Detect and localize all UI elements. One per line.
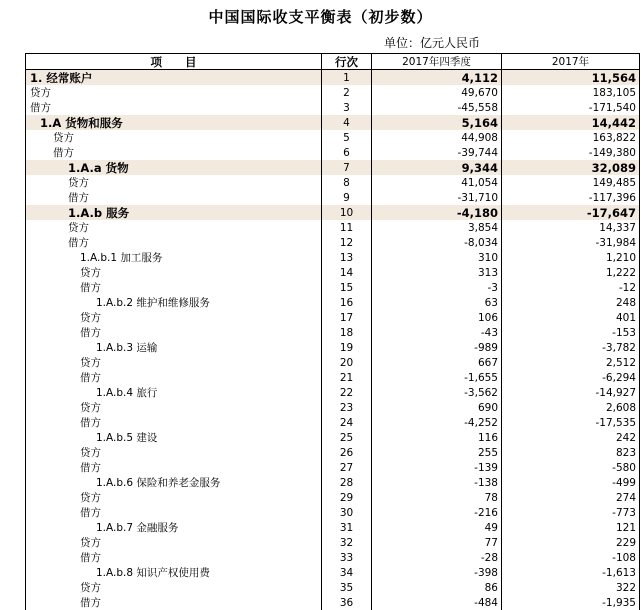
row-value-q4: -138 xyxy=(372,475,502,490)
row-label: 1.A.a 货物 xyxy=(26,160,322,175)
row-number: 35 xyxy=(322,580,372,595)
row-label: 1.A.b.3 运输 xyxy=(26,340,322,355)
row-label: 借方 xyxy=(26,190,322,205)
row-label: 贷方 xyxy=(26,535,322,550)
table-row xyxy=(26,85,640,100)
row-value-q4: 106 xyxy=(372,310,502,325)
row-value-year: 2,608 xyxy=(502,400,640,415)
table-row xyxy=(26,295,640,310)
row-label: 1.A.b.4 旅行 xyxy=(26,385,322,400)
row-value-year: -6,294 xyxy=(502,370,640,385)
table-row xyxy=(26,145,640,160)
row-value-q4: 690 xyxy=(372,400,502,415)
header-year: 2017年 xyxy=(502,54,640,70)
row-label: 1. 经常账户 xyxy=(26,70,322,86)
row-label: 1.A.b.1 加工服务 xyxy=(26,250,322,265)
table-row xyxy=(26,580,640,595)
row-value-year: 183,105 xyxy=(502,85,640,100)
row-number: 21 xyxy=(322,370,372,385)
row-value-q4: -43 xyxy=(372,325,502,340)
table-row xyxy=(26,460,640,475)
row-number: 20 xyxy=(322,355,372,370)
row-label: 贷方 xyxy=(26,85,322,100)
row-value-year: -3,782 xyxy=(502,340,640,355)
row-label: 借方 xyxy=(26,235,322,250)
row-value-year: 149,485 xyxy=(502,175,640,190)
row-value-q4: 116 xyxy=(372,430,502,445)
row-value-q4: 5,164 xyxy=(372,115,502,130)
row-number: 29 xyxy=(322,490,372,505)
table-row xyxy=(26,355,640,370)
row-value-q4: 41,054 xyxy=(372,175,502,190)
row-label: 贷方 xyxy=(26,130,322,145)
table-row xyxy=(26,505,640,520)
row-value-year: 823 xyxy=(502,445,640,460)
row-value-year: 32,089 xyxy=(502,160,640,175)
row-label: 1.A.b.6 保险和养老金服务 xyxy=(26,475,322,490)
row-value-q4: -1,655 xyxy=(372,370,502,385)
row-label: 贷方 xyxy=(26,265,322,280)
row-value-year: 1,210 xyxy=(502,250,640,265)
row-value-q4: 63 xyxy=(372,295,502,310)
page-title: 中国国际收支平衡表（初步数） xyxy=(0,6,641,27)
row-value-q4: -28 xyxy=(372,550,502,565)
table-row xyxy=(26,265,640,280)
row-value-year: -153 xyxy=(502,325,640,340)
table-row xyxy=(26,370,640,385)
row-value-year: -31,984 xyxy=(502,235,640,250)
row-number: 10 xyxy=(322,205,372,220)
row-value-year: 163,822 xyxy=(502,130,640,145)
row-number: 33 xyxy=(322,550,372,565)
row-value-q4: 255 xyxy=(372,445,502,460)
row-number: 1 xyxy=(322,70,372,86)
table-row xyxy=(26,565,640,580)
table-row xyxy=(26,175,640,190)
row-number: 15 xyxy=(322,280,372,295)
table-row xyxy=(26,535,640,550)
row-number: 5 xyxy=(322,130,372,145)
table-row xyxy=(26,445,640,460)
row-number: 4 xyxy=(322,115,372,130)
table-row xyxy=(26,205,640,220)
table-row xyxy=(26,385,640,400)
table-row xyxy=(26,595,640,610)
row-label: 借方 xyxy=(26,100,322,115)
table-header-row xyxy=(26,54,640,70)
row-value-q4: -398 xyxy=(372,565,502,580)
row-value-q4: -39,744 xyxy=(372,145,502,160)
row-number: 25 xyxy=(322,430,372,445)
row-label: 1.A.b.8 知识产权使用费 xyxy=(26,565,322,580)
row-value-q4: -216 xyxy=(372,505,502,520)
row-value-year: 322 xyxy=(502,580,640,595)
row-value-q4: -4,180 xyxy=(372,205,502,220)
balance-of-payments-table xyxy=(25,53,640,610)
row-value-q4: 3,854 xyxy=(372,220,502,235)
table-row xyxy=(26,520,640,535)
row-label: 借方 xyxy=(26,415,322,430)
row-number: 8 xyxy=(322,175,372,190)
row-value-year: -1,935 xyxy=(502,595,640,610)
row-number: 22 xyxy=(322,385,372,400)
row-number: 12 xyxy=(322,235,372,250)
row-number: 34 xyxy=(322,565,372,580)
row-value-year: 401 xyxy=(502,310,640,325)
row-label: 借方 xyxy=(26,370,322,385)
row-value-q4: -31,710 xyxy=(372,190,502,205)
table-row xyxy=(26,475,640,490)
row-number: 19 xyxy=(322,340,372,355)
row-value-q4: 310 xyxy=(372,250,502,265)
row-value-year: -1,613 xyxy=(502,565,640,580)
row-label: 贷方 xyxy=(26,580,322,595)
table-row xyxy=(26,220,640,235)
header-item: 项 目 xyxy=(26,54,322,70)
unit-label: 单位：亿元人民币 xyxy=(384,34,480,51)
row-value-q4: -139 xyxy=(372,460,502,475)
row-value-year: -17,647 xyxy=(502,205,640,220)
row-value-year: 242 xyxy=(502,430,640,445)
row-number: 11 xyxy=(322,220,372,235)
row-value-year: -17,535 xyxy=(502,415,640,430)
row-label: 借方 xyxy=(26,460,322,475)
row-number: 2 xyxy=(322,85,372,100)
row-value-year: -171,540 xyxy=(502,100,640,115)
row-number: 30 xyxy=(322,505,372,520)
row-value-year: 14,337 xyxy=(502,220,640,235)
table-row xyxy=(26,490,640,505)
table-row xyxy=(26,190,640,205)
table-row xyxy=(26,325,640,340)
row-number: 7 xyxy=(322,160,372,175)
table-row xyxy=(26,100,640,115)
row-label: 1.A.b.7 金融服务 xyxy=(26,520,322,535)
row-label: 1.A.b 服务 xyxy=(26,205,322,220)
header-row-no: 行次 xyxy=(322,54,372,70)
row-value-q4: 313 xyxy=(372,265,502,280)
table-row xyxy=(26,550,640,565)
row-label: 贷方 xyxy=(26,355,322,370)
table-row xyxy=(26,250,640,265)
row-value-q4: 667 xyxy=(372,355,502,370)
table-row xyxy=(26,160,640,175)
row-number: 17 xyxy=(322,310,372,325)
row-value-q4: -3 xyxy=(372,280,502,295)
row-value-year: 1,222 xyxy=(502,265,640,280)
row-value-year: -773 xyxy=(502,505,640,520)
row-value-q4: 86 xyxy=(372,580,502,595)
table-row xyxy=(26,400,640,415)
row-label: 1.A.b.2 维护和维修服务 xyxy=(26,295,322,310)
row-value-year: -117,396 xyxy=(502,190,640,205)
row-value-q4: 78 xyxy=(372,490,502,505)
table-row xyxy=(26,415,640,430)
row-value-q4: 77 xyxy=(372,535,502,550)
row-value-year: 2,512 xyxy=(502,355,640,370)
row-number: 36 xyxy=(322,595,372,610)
row-value-q4: -45,558 xyxy=(372,100,502,115)
row-value-q4: 4,112 xyxy=(372,70,502,86)
row-value-year: -14,927 xyxy=(502,385,640,400)
row-number: 32 xyxy=(322,535,372,550)
row-value-q4: 44,908 xyxy=(372,130,502,145)
row-value-q4: 49,670 xyxy=(372,85,502,100)
row-value-year: 274 xyxy=(502,490,640,505)
row-number: 9 xyxy=(322,190,372,205)
table-row xyxy=(26,340,640,355)
row-label: 贷方 xyxy=(26,175,322,190)
row-value-year: -149,380 xyxy=(502,145,640,160)
row-number: 24 xyxy=(322,415,372,430)
row-value-year: -499 xyxy=(502,475,640,490)
row-value-q4: -989 xyxy=(372,340,502,355)
row-number: 31 xyxy=(322,520,372,535)
row-number: 18 xyxy=(322,325,372,340)
row-value-year: 11,564 xyxy=(502,70,640,86)
row-label: 贷方 xyxy=(26,490,322,505)
row-number: 13 xyxy=(322,250,372,265)
row-label: 借方 xyxy=(26,595,322,610)
row-number: 27 xyxy=(322,460,372,475)
row-number: 26 xyxy=(322,445,372,460)
row-label: 借方 xyxy=(26,280,322,295)
table-row xyxy=(26,430,640,445)
table-row xyxy=(26,130,640,145)
row-number: 6 xyxy=(322,145,372,160)
row-label: 1.A 货物和服务 xyxy=(26,115,322,130)
row-value-year: 229 xyxy=(502,535,640,550)
row-value-year: -12 xyxy=(502,280,640,295)
row-number: 28 xyxy=(322,475,372,490)
row-label: 借方 xyxy=(26,145,322,160)
row-number: 3 xyxy=(322,100,372,115)
row-value-q4: 9,344 xyxy=(372,160,502,175)
row-value-q4: -484 xyxy=(372,595,502,610)
row-label: 1.A.b.5 建设 xyxy=(26,430,322,445)
table-row xyxy=(26,235,640,250)
row-value-q4: -4,252 xyxy=(372,415,502,430)
row-value-q4: 49 xyxy=(372,520,502,535)
row-value-q4: -8,034 xyxy=(372,235,502,250)
row-number: 16 xyxy=(322,295,372,310)
row-label: 借方 xyxy=(26,325,322,340)
row-label: 贷方 xyxy=(26,445,322,460)
table-row xyxy=(26,310,640,325)
row-label: 借方 xyxy=(26,505,322,520)
table-body xyxy=(26,70,640,610)
row-label: 借方 xyxy=(26,550,322,565)
table-row xyxy=(26,280,640,295)
row-value-year: 248 xyxy=(502,295,640,310)
row-value-q4: -3,562 xyxy=(372,385,502,400)
row-value-year: -580 xyxy=(502,460,640,475)
row-value-year: -108 xyxy=(502,550,640,565)
table-row xyxy=(26,70,640,86)
row-number: 23 xyxy=(322,400,372,415)
row-value-year: 14,442 xyxy=(502,115,640,130)
row-label: 贷方 xyxy=(26,220,322,235)
row-value-year: 121 xyxy=(502,520,640,535)
row-label: 贷方 xyxy=(26,310,322,325)
table-row xyxy=(26,115,640,130)
row-label: 贷方 xyxy=(26,400,322,415)
header-q4: 2017年四季度 xyxy=(372,54,502,70)
row-number: 14 xyxy=(322,265,372,280)
